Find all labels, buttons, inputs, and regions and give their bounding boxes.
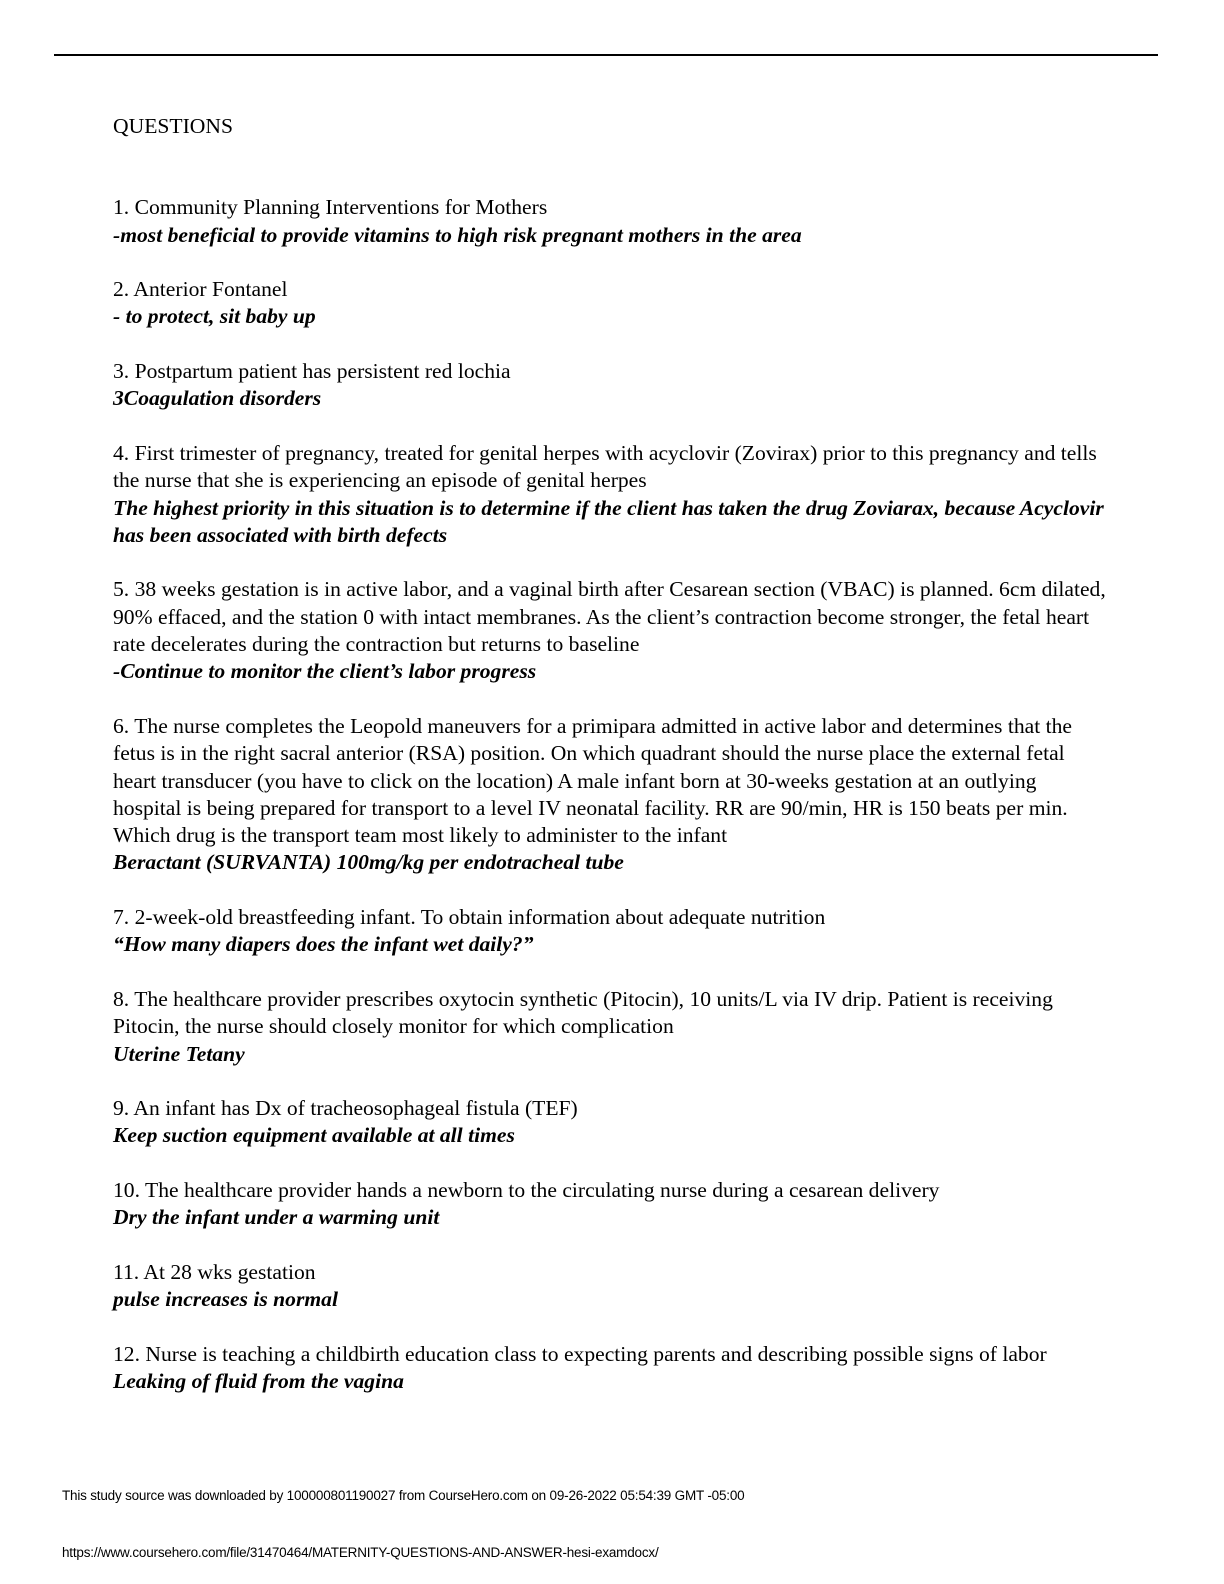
- document-body: [113, 113, 1108, 1423]
- question-text: 2. Anterior Fontanel: [113, 277, 288, 302]
- footer-source-line: This study source was downloaded by 100000801190027 from CourseHero.com on 09-26-2022 05:54:39 GMT -05:00: [62, 1488, 745, 1503]
- question-item-10: [113, 1177, 1108, 1232]
- footer-url-link[interactable]: https://www.coursehero.com/file/31470464/MATERNITY-QUESTIONS-AND-ANSWER-hesi-examdocx/: [62, 1545, 659, 1560]
- question-text: 9. An infant has Dx of tracheosophageal fistula (TEF): [113, 1096, 578, 1121]
- answer-text: Dry the infant under a warming unit: [113, 1205, 440, 1230]
- question-text: 4. First trimester of pregnancy, treated for genital herpes with acyclovir (Zovirax) prior to this pregnancy and tells the nurse that she is experiencing an episode of genital herpes: [113, 440, 1097, 493]
- question-item-7: [113, 904, 1108, 959]
- answer-text: Beractant (SURVANTA) 100mg/kg per endotracheal tube: [113, 850, 624, 875]
- answer-text: -most beneficial to provide vitamins to high risk pregnant mothers in the area: [113, 222, 802, 247]
- question-text: 5. 38 weeks gestation is in active labor, and a vaginal birth after Cesarean section (VBAC) is planned. 6cm dilated, 90% effaced, and the station 0 with intact membranes. As the client’s contraction become stronger, the fetal heart rate decelerates during the contraction but returns to baseline: [113, 577, 1106, 657]
- top-divider: [54, 54, 1158, 56]
- answer-text: -Continue to monitor the client’s labor progress: [113, 659, 537, 684]
- question-item-8: [113, 986, 1108, 1068]
- question-item-9: [113, 1095, 1108, 1150]
- answer-text: 3Coagulation disorders: [113, 386, 322, 411]
- question-text: 1. Community Planning Interventions for Mothers: [113, 195, 548, 220]
- answer-text: Keep suction equipment available at all times: [113, 1123, 515, 1148]
- question-text: 8. The healthcare provider prescribes oxytocin synthetic (Pitocin), 10 units/L via IV drip. Patient is receiving Pitocin, the nurse should closely monitor for which complication: [113, 986, 1053, 1039]
- question-item-6: [113, 713, 1108, 877]
- answer-text: pulse increases is normal: [113, 1287, 338, 1312]
- question-item-1: [113, 194, 1108, 249]
- question-text: 7. 2-week-old breastfeeding infant. To obtain information about adequate nutrition: [113, 905, 826, 930]
- question-text: 6. The nurse completes the Leopold maneuvers for a primipara admitted in active labor and determines that the fetus is in the right sacral anterior (RSA) position. On which quadrant should the nurse place the external fetal heart transducer (you have to click on the location) A male infant born at 30-weeks gestation at an outlying hospital is being prepared for transport to a level IV neonatal facility. RR are 90/min, HR is 150 beats per min. Which drug is the transport team most likely to administer to the infant: [113, 713, 1072, 848]
- answer-text: “How many diapers does the infant wet daily?”: [113, 932, 534, 957]
- question-item-11: [113, 1259, 1108, 1314]
- page-heading: QUESTIONS: [113, 114, 233, 138]
- answer-text: Leaking of fluid from the vagina: [113, 1369, 404, 1394]
- answer-text: The highest priority in this situation is to determine if the client has taken the drug Zoviarax, because Acyclovir has been associated with birth defects: [113, 495, 1104, 547]
- answer-text: - to protect, sit baby up: [113, 304, 316, 329]
- question-item-3: [113, 358, 1108, 413]
- question-item-2: [113, 276, 1108, 331]
- question-text: 10. The healthcare provider hands a newborn to the circulating nurse during a cesarean delivery: [113, 1177, 940, 1202]
- question-item-12: [113, 1341, 1108, 1396]
- question-item-4: [113, 440, 1108, 549]
- question-text: 3. Postpartum patient has persistent red lochia: [113, 359, 511, 384]
- question-item-5: [113, 576, 1108, 685]
- answer-text: Uterine Tetany: [113, 1041, 245, 1066]
- question-text: 12. Nurse is teaching a childbirth education class to expecting parents and describing possible signs of labor: [113, 1341, 1047, 1366]
- question-text: 11. At 28 wks gestation: [113, 1259, 316, 1284]
